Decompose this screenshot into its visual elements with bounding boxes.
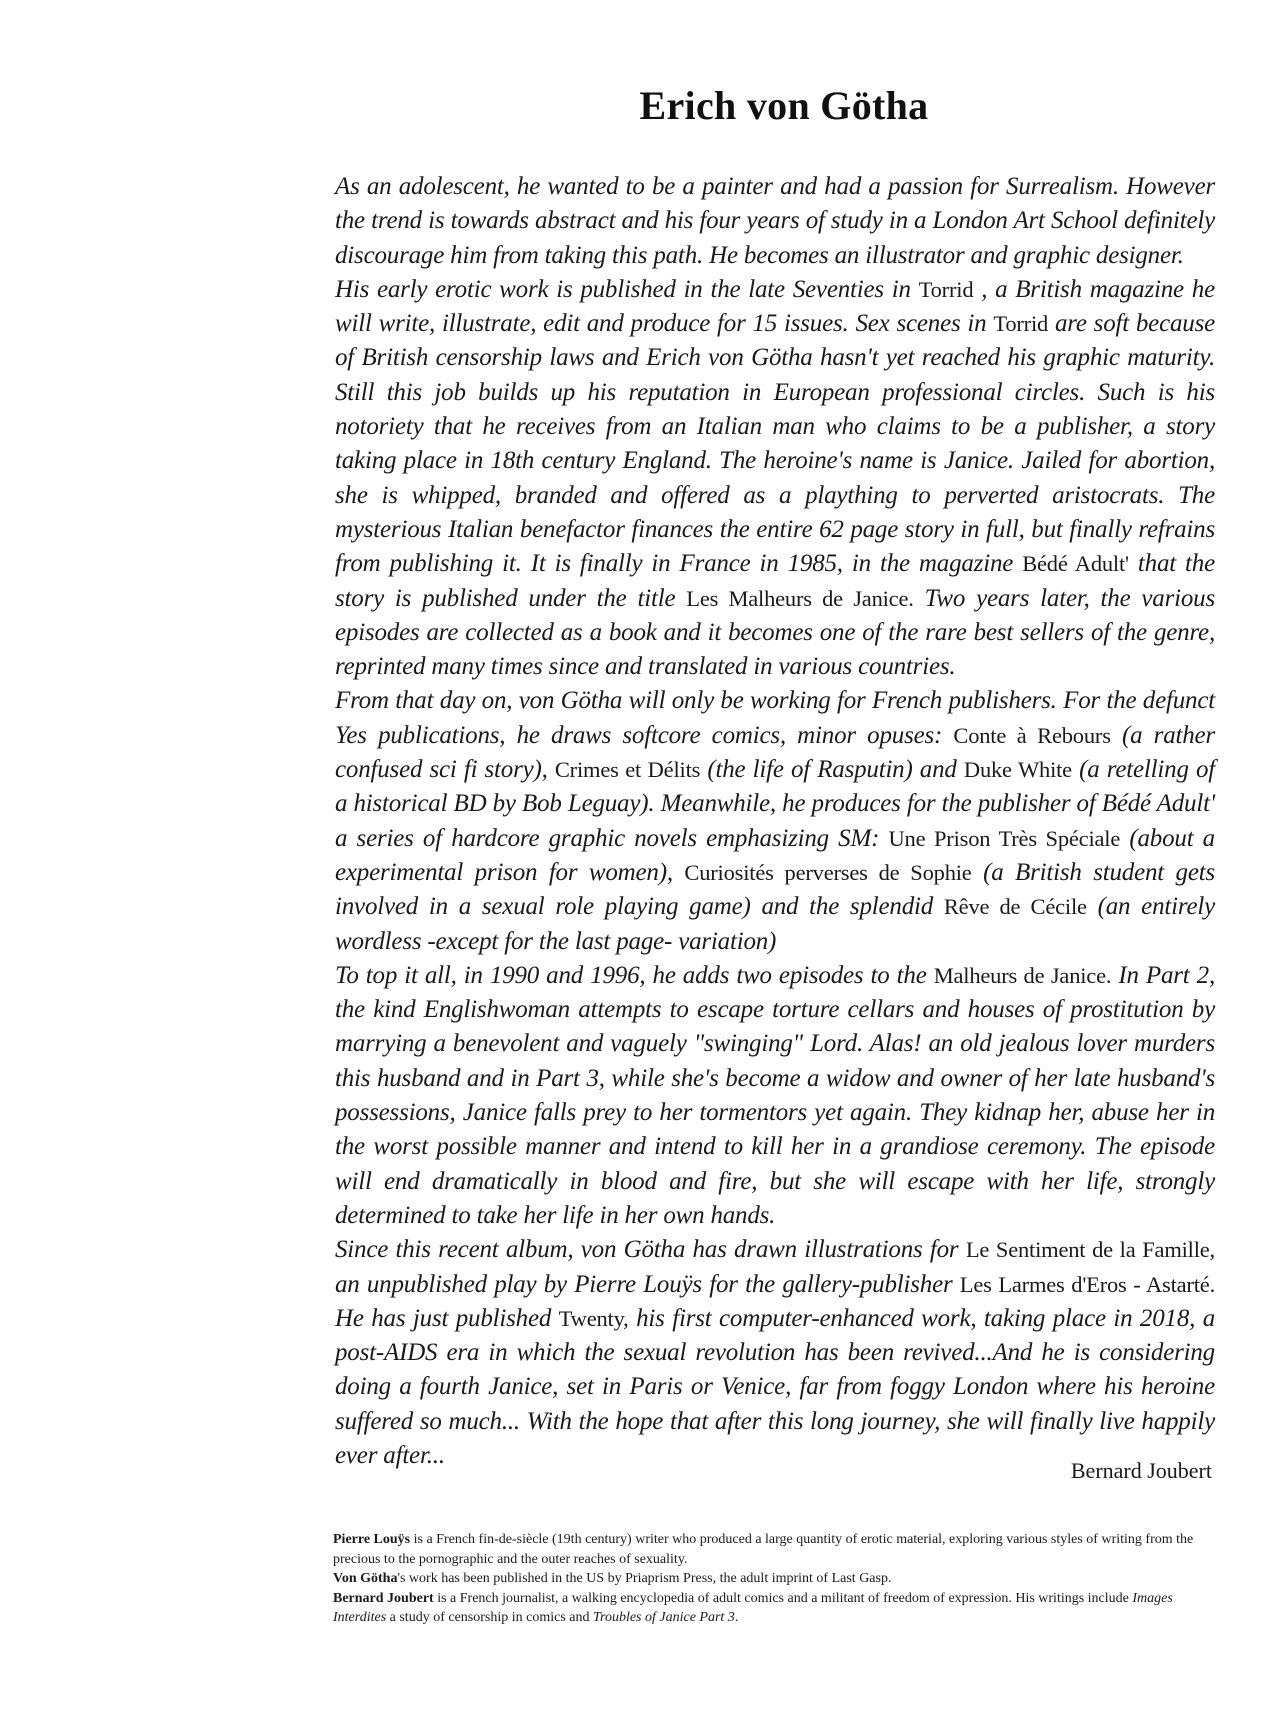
text-run: Since this recent album, von Götha has drawn illustrations for: [335, 1236, 966, 1264]
paragraph-3: [335, 684, 1215, 958]
work-title: Rêve de Cécile: [943, 894, 1087, 920]
text-run: His early erotic work is published in the late Seventies in: [335, 275, 919, 303]
note-name: Pierre Louÿs: [333, 1532, 411, 1547]
text-run: , a British magazine he will write, illustrate, edit and produce for 15 issues. Sex scenes in: [335, 275, 1215, 338]
note-text: .: [734, 1610, 739, 1625]
note-pierre-louys: [333, 1530, 1201, 1569]
work-title: Bédé Adult': [1022, 551, 1129, 577]
footnotes: [333, 1530, 1201, 1628]
work-title: Malheurs de Janice.: [933, 962, 1112, 988]
note-text: is a French fin-de-siècle (19th century) writer who produced a large quantity of erotic material, exploring various styles of writing from the precious to the pornographic and the outer reaches of sexuality.: [333, 1532, 1194, 1567]
paragraph-5: [335, 1233, 1215, 1473]
note-text: 's work has been published in the US by Priaprism Press, the adult imprint of Last Gasp.: [397, 1571, 892, 1586]
text-run: From that day on, von Götha will only be working for French publishers. For the defunct Yes publications, he draws softcore comics, minor opuses:: [335, 687, 1215, 749]
text-run: Two years later, the various episodes are collected as a book and it becomes one of the rare best sellers of the genre, reprinted many times since and translated in various countries.: [335, 584, 1216, 681]
text-run: He has just published: [335, 1304, 559, 1332]
paragraph-1: As an adolescent, he wanted to be a painter and had a passion for Surrealism. However the trend is towards abstract and his four years of study in a London Art School definitely discourage him from taking this path. He becomes an illustrator and graphic designer.: [335, 173, 1215, 269]
work-title: Conte à Rebours: [953, 722, 1111, 748]
work-title: Torrid: [918, 276, 974, 302]
note-text: a study of censorship in comics and: [386, 1610, 593, 1625]
work-title: Torrid: [993, 311, 1049, 337]
note-von-gotha: [333, 1569, 1201, 1589]
text-run: are soft because of British censorship laws and Erich von Götha hasn't yet reached his graphic maturity. Still this job builds up his reputation in European professional circles. Such is his notoriety that he receives from an Italian man who claims to be a publisher, a story taking place in 18th century England. The heroine's name is Janice. Jailed for abortion, she is whipped, branded and offered as a plaything to perverted aristocrats. The mysterious Italian benefactor finances the entire 62 page story in full, but finally refrains from publishing it. It is finally in France in 1985, in the magazine: [335, 310, 1215, 578]
book-title: Images Interdites: [333, 1590, 1173, 1625]
note-text: is a French journalist, a walking encyclopedia of adult comics and a militant of freedom of expression. His writings include: [433, 1590, 1133, 1606]
text-run: To top it all, in 1990 and 1996, he adds two episodes to the: [335, 961, 934, 989]
author-signature: Bernard Joubert: [1070, 1458, 1212, 1483]
work-title: Une Prison Très Spéciale: [888, 825, 1121, 851]
work-title: Twenty,: [558, 1305, 629, 1331]
paragraph-4: [335, 959, 1215, 1233]
text-run: (an entirely wordless -except for the last page- variation): [335, 893, 1216, 955]
text-run: (a rather confused sci fi story),: [335, 721, 1215, 784]
book-title: Troubles of Janice Part 3: [593, 1610, 735, 1625]
note-bernard-joubert: [333, 1589, 1201, 1628]
work-title: Les Malheurs de Janice.: [686, 585, 914, 611]
note-name: Von Götha: [333, 1571, 398, 1586]
text-run: (the life of Rasputin) and: [700, 756, 964, 784]
note-name: Bernard Joubert: [333, 1590, 434, 1606]
text-run: (about a experimental prison for women),: [335, 824, 1215, 886]
text-run: (a British student gets involved in a sexual role playing game) and the splendid: [335, 858, 1215, 921]
text-run: In Part 2, the kind Englishwoman attempts to escape torture cellars and houses of prostitution by marrying a benevolent and vaguely "swinging" Lord. Alas! an old jealous lover murders this husband and in Part 3, while she's become a widow and owner of her late husband's possessions, Janice falls prey to her tormentors yet again. They kidnap her, abuse her in the worst possible manner and intend to kill her in a grandiose ceremony. The episode will end dramatically in blood and fire, but she will escape with her life, strongly determined to take her life in her own hands.: [335, 961, 1215, 1229]
work-title: Duke White: [963, 757, 1072, 783]
text-run: that the story is published under the title: [335, 550, 1215, 612]
paragraph-2: [335, 273, 1215, 685]
article-body: [335, 170, 1215, 1473]
text-run: an unpublished play by Pierre Louÿs for the gallery-publisher: [335, 1270, 960, 1298]
work-title: Curiosités perverses de Sophie: [684, 859, 972, 885]
work-title: Crimes et Délits: [554, 757, 701, 783]
work-title: Le Sentiment de la Famille,: [965, 1237, 1215, 1263]
text-run: his first computer-enhanced work, taking place in 2018, a post-AIDS era in which the sexual revolution has been revived...And he is considering doing a fourth Janice, set in Paris or Venice, far from foggy London where his heroine suffered so much... With the hope that after this long journey, she will finally live happily ever after...: [335, 1304, 1215, 1469]
text-run: (a retelling of a historical BD by Bob Leguay). Meanwhile, he produces for the publisher of Bédé Adult' a series of hardcore graphic novels emphasizing SM:: [335, 756, 1215, 852]
page-title: Erich von Götha: [639, 83, 929, 128]
work-title: Les Larmes d'Eros - Astarté.: [959, 1271, 1215, 1297]
